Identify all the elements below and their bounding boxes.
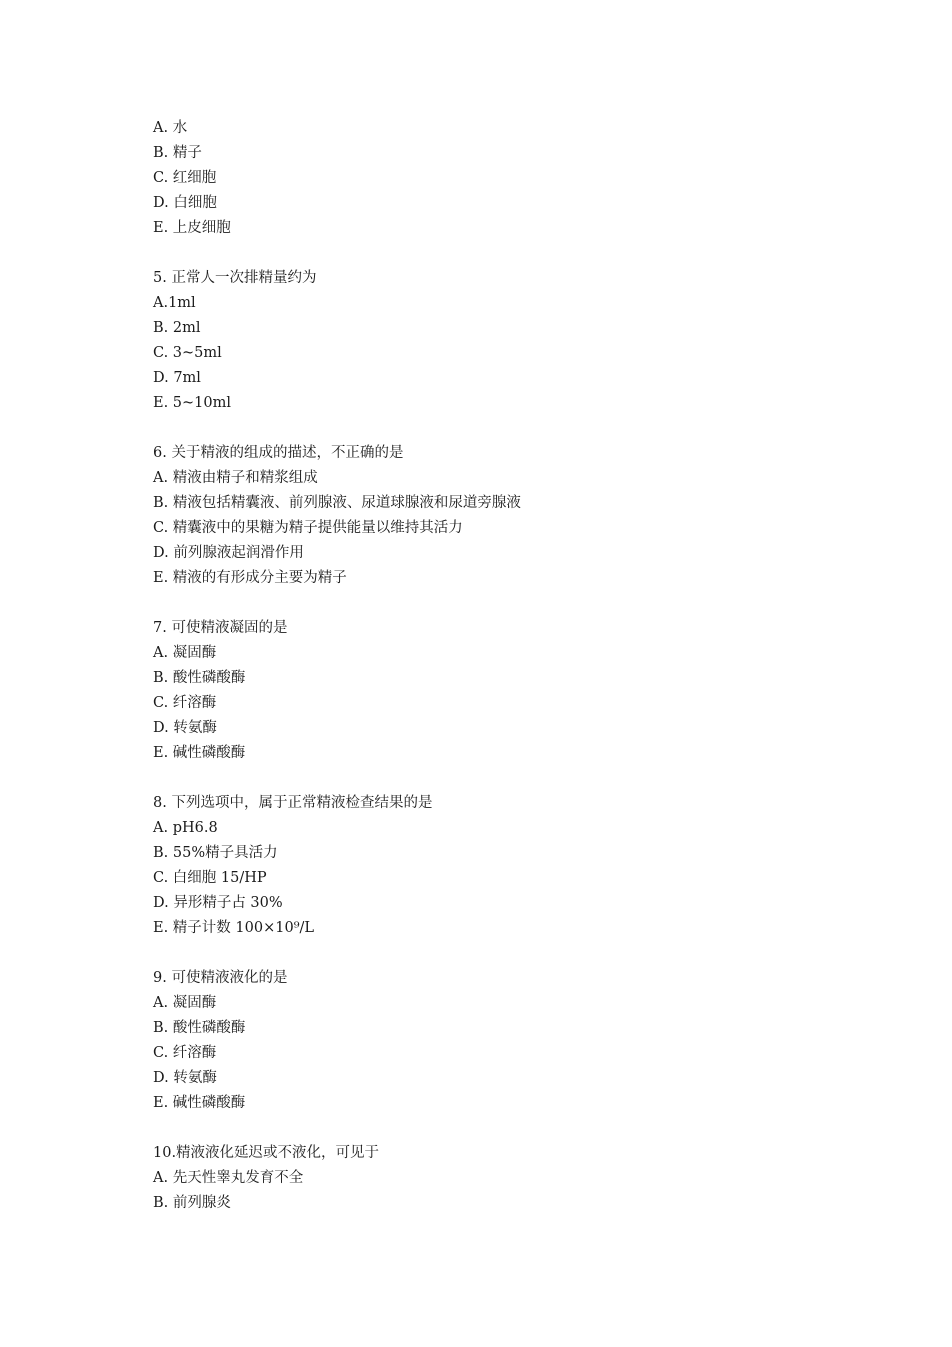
spacer xyxy=(153,591,873,616)
option-e: E. 碱性磷酸酶 xyxy=(153,1095,246,1111)
option-d: D. 异形精子占 30% xyxy=(153,895,283,911)
spacer xyxy=(153,416,873,441)
option-d: D. 白细胞 xyxy=(153,195,217,211)
question-text: 8. 下列选项中，属于正常精液检查结果的是 xyxy=(153,795,433,811)
option-a: A. pH6.8 xyxy=(153,820,218,836)
question-text: 7. 可使精液凝固的是 xyxy=(153,620,288,636)
question-block xyxy=(153,1141,873,1216)
option-c: C. 精囊液中的果糖为精子提供能量以维持其活力 xyxy=(153,520,463,536)
option-b: B. 精子 xyxy=(153,145,202,161)
question-text: 5. 正常人一次排精量约为 xyxy=(153,270,317,286)
option-c: C. 3~5ml xyxy=(153,345,222,361)
option-b: B. 2ml xyxy=(153,320,201,336)
question-text: 9. 可使精液液化的是 xyxy=(153,970,288,986)
option-b: B. 55%精子具活力 xyxy=(153,845,278,861)
spacer xyxy=(153,241,873,266)
document-page xyxy=(153,116,873,1216)
spacer xyxy=(153,766,873,791)
question-block xyxy=(153,266,873,416)
option-b: B. 酸性磷酸酶 xyxy=(153,670,246,686)
option-a: A. 先天性睾丸发育不全 xyxy=(153,1170,304,1186)
option-a: A.1ml xyxy=(153,295,196,311)
option-d: D. 7ml xyxy=(153,370,201,386)
question-block xyxy=(153,441,873,591)
option-d: D. 转氨酶 xyxy=(153,1070,217,1086)
option-a: A. 水 xyxy=(153,120,188,136)
option-b: B. 前列腺炎 xyxy=(153,1195,231,1211)
question-text: 6. 关于精液的组成的描述，不正确的是 xyxy=(153,445,404,461)
question-block xyxy=(153,616,873,766)
option-a: A. 凝固酶 xyxy=(153,645,217,661)
spacer xyxy=(153,1116,873,1141)
option-a: A. 凝固酶 xyxy=(153,995,217,1011)
option-b: B. 精液包括精囊液、前列腺液、尿道球腺液和尿道旁腺液 xyxy=(153,495,521,511)
option-a: A. 精液由精子和精浆组成 xyxy=(153,470,318,486)
question-block xyxy=(153,116,873,241)
question-block xyxy=(153,791,873,941)
option-e: E. 精子计数 100×10⁹/L xyxy=(153,920,315,936)
option-c: C. 白细胞 15/HP xyxy=(153,870,267,886)
option-e: E. 精液的有形成分主要为精子 xyxy=(153,570,347,586)
question-text: 10.精液液化延迟或不液化，可见于 xyxy=(153,1145,380,1161)
spacer xyxy=(153,941,873,966)
question-block xyxy=(153,966,873,1116)
option-e: E. 碱性磷酸酶 xyxy=(153,745,246,761)
option-c: C. 红细胞 xyxy=(153,170,217,186)
option-b: B. 酸性磷酸酶 xyxy=(153,1020,246,1036)
option-d: D. 转氨酶 xyxy=(153,720,217,736)
option-d: D. 前列腺液起润滑作用 xyxy=(153,545,304,561)
option-c: C. 纤溶酶 xyxy=(153,695,217,711)
option-e: E. 5~10ml xyxy=(153,395,232,411)
option-c: C. 纤溶酶 xyxy=(153,1045,217,1061)
option-e: E. 上皮细胞 xyxy=(153,220,231,236)
